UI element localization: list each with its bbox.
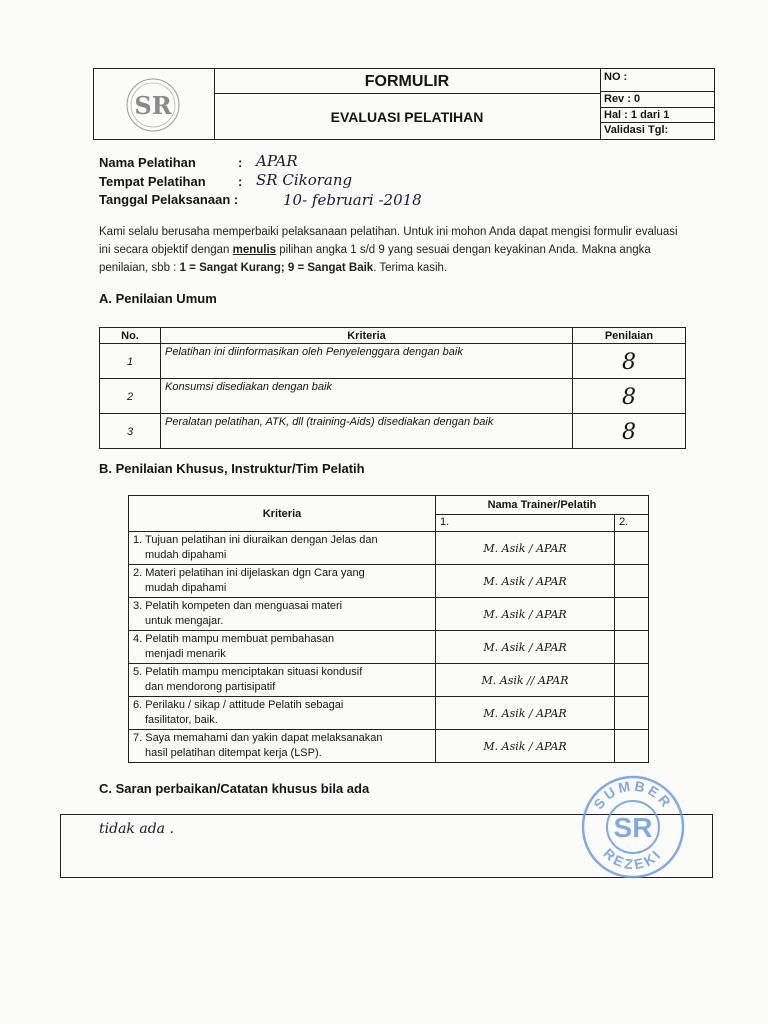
- col-no: No.: [100, 328, 161, 344]
- trainer-1-value: M. Asik / APAR: [436, 697, 615, 730]
- score-value: 8: [573, 344, 686, 379]
- company-logo-icon: [94, 69, 214, 139]
- colon: :: [238, 155, 243, 170]
- trainer-2-value: [615, 697, 649, 730]
- trainer-2-value: [615, 565, 649, 598]
- col-kriteria: Kriteria: [129, 496, 436, 532]
- score-value: 8: [573, 414, 686, 449]
- section-a-title: A. Penilaian Umum: [99, 291, 217, 306]
- col-kriteria: Kriteria: [161, 328, 573, 344]
- hal-label: Hal : 1 dari 1: [604, 109, 670, 121]
- saran-note: tidak ada .: [99, 821, 174, 837]
- table-row: 4. Pelatih mampu membuat pembahasan menjadi menarik M. Asik / APAR: [129, 631, 649, 664]
- colon: :: [238, 174, 243, 189]
- trainer-2-value: [615, 664, 649, 697]
- nama-pelatihan-value: APAR: [256, 152, 298, 170]
- stamp-top-text: SUMBER: [590, 777, 676, 813]
- logo-cell: [94, 69, 215, 139]
- rev-label: Rev : 0: [604, 93, 641, 105]
- no-label: NO :: [604, 71, 628, 83]
- form-subtitle: EVALUASI PELATIHAN: [330, 109, 484, 125]
- svg-text:SUMBER: [590, 777, 676, 812]
- form-title: FORMULIR: [364, 73, 450, 90]
- company-stamp-icon: [581, 775, 685, 879]
- table-row: 1. Tujuan pelatihan ini diuraikan dengan Jelas dan mudah dipahami M. Asik / APAR: [129, 532, 649, 565]
- col-trainer-1: 1.: [436, 515, 615, 532]
- logo-text: SR: [134, 91, 172, 120]
- table-row: 6. Perilaku / sikap / attitude Pelatih sebagai fasilitator, baik. M. Asik / APAR: [129, 697, 649, 730]
- table-row: 1 Pelatihan ini diinformasikan oleh Penyelenggara dengan baik 8: [100, 344, 686, 379]
- section-b-title: B. Penilaian Khusus, Instruktur/Tim Pelatih: [99, 461, 365, 476]
- title-cell: [214, 69, 601, 139]
- trainer-1-value: M. Asik / APAR: [436, 532, 615, 565]
- trainer-2-value: [615, 631, 649, 664]
- trainer-1-value: M. Asik / APAR: [436, 565, 615, 598]
- trainer-1-value: M. Asik / APAR: [436, 598, 615, 631]
- tempat-pelatihan-value: SR Cikorang: [256, 171, 353, 189]
- validasi-label: Validasi Tgl:: [604, 124, 669, 136]
- penilaian-umum-table: [99, 327, 686, 449]
- penilaian-khusus-table: [128, 495, 649, 763]
- trainer-1-value: M. Asik / APAR: [436, 730, 615, 763]
- table-row: 2 Konsumsi disediakan dengan baik 8: [100, 379, 686, 414]
- stamp-center-text: SR: [613, 812, 653, 843]
- tempat-pelatihan-label: Tempat Pelatihan: [99, 174, 206, 189]
- trainer-1-value: M. Asik / APAR: [436, 631, 615, 664]
- trainer-2-value: [615, 730, 649, 763]
- doc-info-cell: [600, 69, 714, 139]
- table-row: 3 Peralatan pelatihan, ATK, dll (training-Aids) disediakan dengan baik 8: [100, 414, 686, 449]
- col-penilaian: Penilaian: [573, 328, 686, 344]
- tanggal-pelaksanaan-value: 10- februari -2018: [283, 191, 422, 209]
- table-row: 2. Materi pelatihan ini dijelaskan dgn Cara yang mudah dipahami M. Asik / APAR: [129, 565, 649, 598]
- col-trainer-2: 2.: [615, 515, 649, 532]
- svg-text:REZEKI: [600, 845, 665, 872]
- intro-paragraph: Kami selalu berusaha memperbaiki pelaksanaan pelatihan. Untuk ini mohon Anda dapat mengisi formulir evaluasi ini secara objektif dengan menulis pilihan angka 1 s/d 9 yang sesuai dengan keyakinan Anda. Makna angka penilaian, sbb : 1 = Sangat Kurang; 9 = Sangat Baik. Terima kasih.: [99, 226, 678, 274]
- tanggal-pelaksanaan-label: Tanggal Pelaksanaan :: [99, 192, 239, 207]
- section-c-title: C. Saran perbaikan/Catatan khusus bila ada: [99, 781, 370, 796]
- table-row: 7. Saya memahami dan yakin dapat melaksanakan hasil pelatihan ditempat kerja (LSP). M. Asik / APAR: [129, 730, 649, 763]
- nama-pelatihan-label: Nama Pelatihan: [99, 155, 196, 170]
- col-trainer: Nama Trainer/Pelatih: [436, 496, 649, 515]
- table-row: 3. Pelatih kompeten dan menguasai materi untuk mengajar. M. Asik / APAR: [129, 598, 649, 631]
- stamp-bottom-text: REZEKI: [600, 845, 666, 873]
- table-row: 5. Pelatih mampu menciptakan situasi kondusif dan mendorong partisipatif M. Asik // APAR: [129, 664, 649, 697]
- trainer-2-value: [615, 598, 649, 631]
- trainer-1-value: M. Asik // APAR: [436, 664, 615, 697]
- score-value: 8: [573, 379, 686, 414]
- trainer-2-value: [615, 532, 649, 565]
- form-header: [93, 68, 715, 140]
